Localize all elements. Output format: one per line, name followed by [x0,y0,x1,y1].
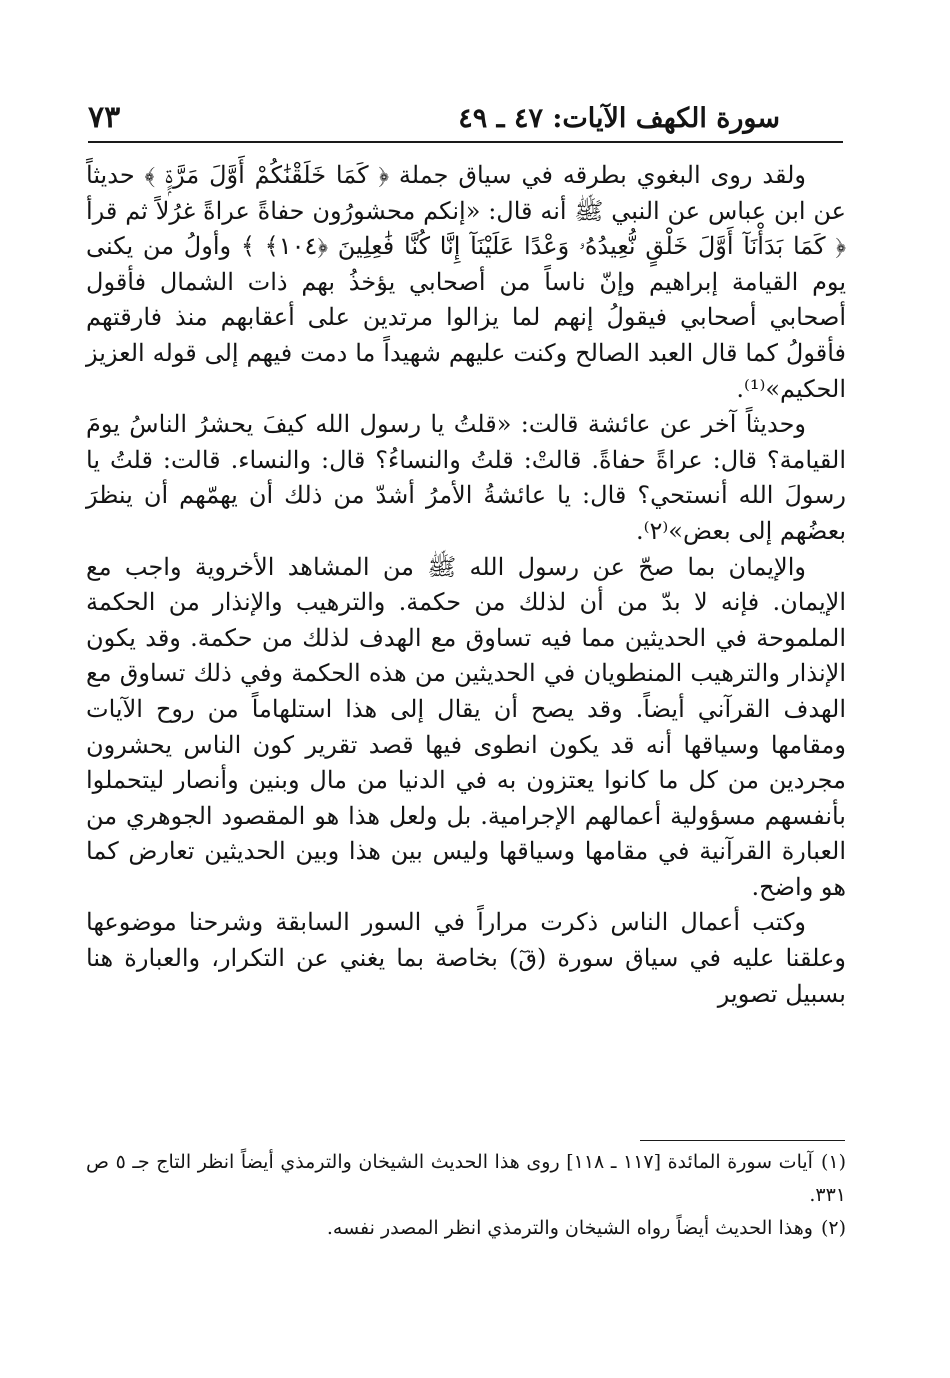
paragraph-2: وحديثاً آخر عن عائشة قالت: «قلتُ يا رسول الله كيفَ يحشرُ الناسُ يومَ القيامة؟ قال: عراةً حفاةً. قالتْ: قلتُ والنساءُ؟ قال: والنساء. قالت: قلتُ يا رسولَ الله أنستحي؟ قال: يا عائشةُ الأمرُ أشدّ من ذلك أن يهمّهم أن ينظرَ بعضُهم إلى بعض»⁽٢⁾. [86,410,846,545]
footnote-text: وهذا الحديث أيضاً رواه الشيخان والترمذي انظر المصدر نفسه. [326,1217,813,1239]
page-number: ٧٣ [88,100,121,135]
footnote-divider [640,1140,845,1141]
page-header [88,100,840,140]
header-divider [88,141,843,143]
paragraph-3: والإيمان بما صحّ عن رسول الله ﷺ من المشاهد الأخروية واجب مع الإيمان. فإنه لا بدّ من أن لذلك من حكمة. والترهيب والإنذار من الحكمة الملموحة في الحديثين مما فيه تساوق مع الهدف لذلك من حكمة. وقد يكون الإنذار والترهيب المنطويان في الحديثين من هذه الحكمة وفي ذلك تساوق مع الهدف القرآني أيضاً. وقد يصح أن يقال إلى هذا استلهاماً من روح الآيات ومقامها وسياقها أنه قد يكون انطوى فيها قصد تقرير كون الناس يحشرون مجردين من كل ما كانوا يعتزون به في الدنيا من مال وبنين وأنصار ليتحملوا بأنفسهم مسؤولية أعمالهم الإجرامية. بل ولعل هذا هو المقصود الجوهري من العبارة القرآنية في مقامها وسياقها وليس بين هذا وبين الحديثين تعارض كما هو واضح. [86,552,846,901]
footnote-marker: (١) [820,1151,846,1173]
running-title: سورة الكهف الآيات: ٤٧ ـ ٤٩ [458,103,780,134]
footnote-marker: (٢) [820,1217,846,1239]
footnote-2 [86,1212,846,1245]
main-text [86,158,846,1012]
footnotes [86,1146,846,1245]
paragraph-1: ولقد روى البغوي بطرقه في سياق جملة ﴿ كَمَا خَلَقْنَٰكُمْ أَوَّلَ مَرَّةٍۭ ﴾ حديثاً عن ابن عباس عن النبي ﷺ أنه قال: «إنكم محشورُون حفاةً عراةً غرُلاً ثم قرأ ﴿ كَمَا بَدَأْنَآ أَوَّلَ خَلْقٍ نُّعِيدُهُۥ وَعْدًا عَلَيْنَآ إِنَّا كُنَّا فَٰعِلِينَ ﴿١٠٤﴾ ﴾ وأولُ من يكنى يوم القيامة إبراهيم وإنّ ناساً من أصحابي يؤخذُ بهم ذات الشمال فأقول أصحابي أصحابي فيقولُ إنهم لما يزالوا مرتدين على أعقابهم منذ فارقتهم فأقولُ كما قال العبد الصالح وكنت عليهم شهيداً ما دمت فيهم إلى قوله العزيز الحكيم»⁽¹⁾. [86,161,846,403]
paragraph-4: وكتب أعمال الناس ذكرت مراراً في السور السابقة وشرحنا موضوعها وعلقنا عليه في سياق سورة (قٓ) بخاصة بما يغني عن التكرار، والعبارة هنا بسبيل تصوير [86,908,846,1008]
footnote-1 [86,1146,846,1212]
footnote-text: آيات سورة المائدة [١١٧ ـ ١١٨] روى هذا الحديث الشيخان والترمذي أيضاً انظر التاج جـ ٥ ص ٣٣١. [86,1151,846,1206]
